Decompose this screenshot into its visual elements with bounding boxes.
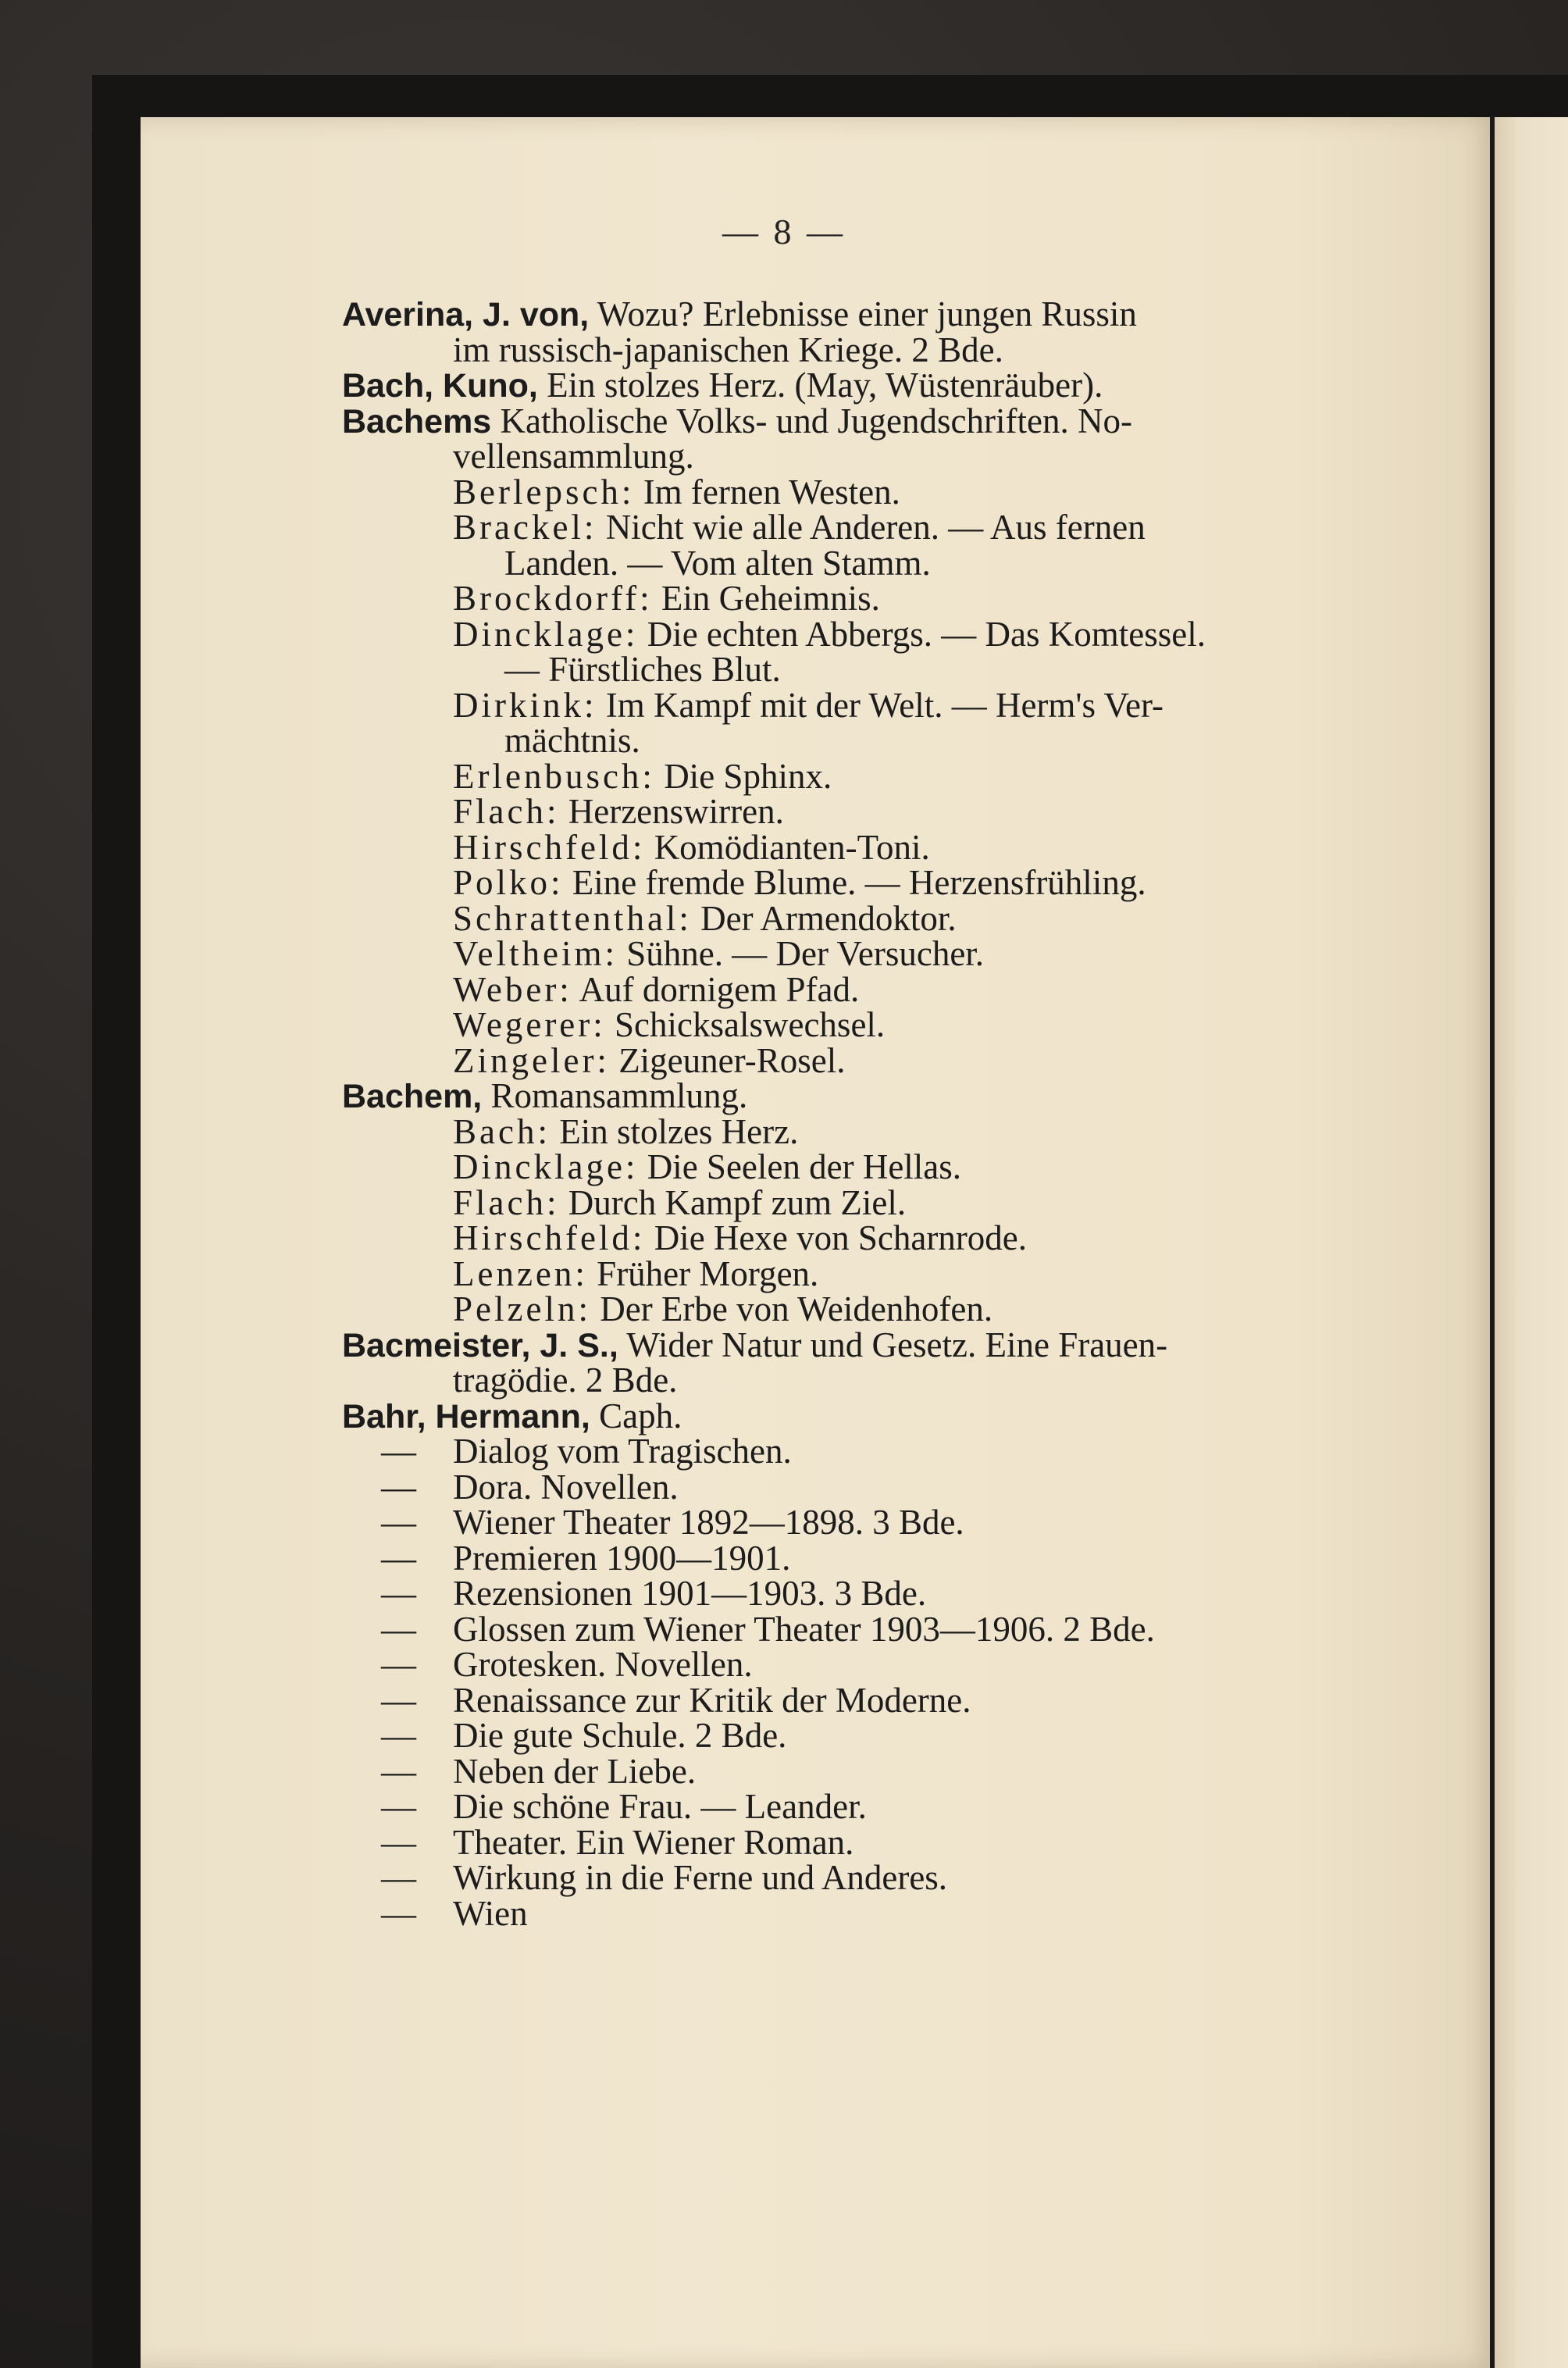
series-author-name: Berlepsch: xyxy=(453,472,635,512)
catalog-line xyxy=(342,936,1381,972)
entry-title-text: — Fürstliches Blut. xyxy=(504,650,781,689)
entry-title-text: vellensammlung. xyxy=(453,437,694,476)
catalog-text xyxy=(342,294,1381,1933)
catalog-line xyxy=(342,1467,1381,1507)
ditto-dash: — xyxy=(381,1609,416,1649)
entry-title-text: im russisch-japanischen Kriege. 2 Bde. xyxy=(453,330,1003,369)
catalog-line xyxy=(342,510,1381,546)
entry-title-text: mächtnis. xyxy=(504,721,640,760)
catalog-line xyxy=(342,865,1381,901)
ditto-dash: — xyxy=(381,1645,416,1684)
entry-title-text: Auf dornigem Pfad. xyxy=(572,969,860,1009)
entry-title-text: Die Seelen der Hellas. xyxy=(638,1147,962,1186)
entry-title-text: Sühne. — Der Versucher. xyxy=(617,934,985,973)
entry-title-text: Dialog vom Tragischen. xyxy=(453,1432,792,1471)
entry-title-text: Die echten Abbergs. — Das Komtessel. xyxy=(638,614,1206,654)
catalog-line xyxy=(342,1576,1381,1612)
catalog-line xyxy=(342,1182,1381,1222)
ditto-dash: — xyxy=(381,1467,416,1507)
entry-title-text: Romansammlung. xyxy=(482,1076,748,1115)
series-author-name: Dincklage: xyxy=(453,1147,639,1186)
entry-title-text: Nicht wie alle Anderen. — Aus fernen xyxy=(597,508,1146,547)
catalog-line xyxy=(342,1325,1381,1364)
catalog-line xyxy=(342,472,1381,512)
series-author-name: Wegerer: xyxy=(453,1005,606,1044)
author-name: Averina, J. von, xyxy=(342,296,590,333)
entry-title-text: Wirkung in die Ferne und Anderes. xyxy=(453,1858,948,1897)
ditto-dash: — xyxy=(381,1893,416,1933)
series-author-name: Schrattenthal: xyxy=(453,898,692,938)
ditto-dash: — xyxy=(381,1751,416,1791)
author-name: Bach, Kuno, xyxy=(342,367,538,405)
series-author-name: Pelzeln: xyxy=(453,1289,591,1328)
catalog-line xyxy=(342,1718,1381,1754)
series-author-name: Polko: xyxy=(453,863,564,902)
entry-title-text: Früher Morgen. xyxy=(587,1254,819,1293)
entry-title-text: Neben der Liebe. xyxy=(453,1751,697,1791)
catalog-line xyxy=(342,1822,1381,1862)
entry-title-text: Ein Geheimnis. xyxy=(652,579,880,618)
catalog-line xyxy=(342,1751,1381,1791)
catalog-line xyxy=(342,1860,1381,1896)
catalog-line xyxy=(342,581,1381,617)
entry-title-text: Komödianten-Toni. xyxy=(645,827,930,867)
catalog-line xyxy=(342,1218,1381,1257)
entry-title-text: Ein stolzes Herz. (May, Wüstenräuber). xyxy=(537,366,1103,405)
catalog-line xyxy=(342,685,1381,725)
catalog-line xyxy=(342,1254,1381,1293)
catalog-line xyxy=(342,1076,1381,1115)
series-author-name: Veltheim: xyxy=(453,934,618,973)
ditto-dash: — xyxy=(381,1858,416,1897)
entry-title-text: Im fernen Westen. xyxy=(634,472,900,512)
ditto-dash: — xyxy=(381,1680,416,1720)
entry-title-text: Rezensionen 1901—1903. 3 Bde. xyxy=(453,1574,927,1613)
catalog-line xyxy=(342,1609,1381,1649)
author-name: Bahr, Hermann, xyxy=(342,1397,590,1435)
ditto-dash: — xyxy=(381,1787,416,1826)
series-author-name: Lenzen: xyxy=(453,1254,588,1293)
catalog-line xyxy=(342,898,1381,938)
catalog-line xyxy=(342,1007,1381,1043)
catalog-line xyxy=(342,652,1381,688)
series-author-name: Flach: xyxy=(453,792,560,831)
next-page-edge xyxy=(1490,117,1568,2368)
catalog-line xyxy=(342,1040,1381,1080)
catalog-line xyxy=(342,1647,1381,1683)
catalog-line xyxy=(342,294,1381,333)
entry-title-text: Die schöne Frau. — Leander. xyxy=(453,1787,867,1826)
catalog-line xyxy=(342,1289,1381,1328)
catalog-line xyxy=(342,1147,1381,1186)
catalog-line xyxy=(342,543,1381,583)
catalog-line xyxy=(342,1789,1381,1825)
author-name: Bachems xyxy=(342,402,492,440)
catalog-line xyxy=(342,794,1381,830)
series-author-name: Dirkink: xyxy=(453,685,597,725)
ditto-dash: — xyxy=(381,1574,416,1613)
ditto-dash: — xyxy=(381,1503,416,1542)
catalog-line xyxy=(342,330,1381,369)
series-author-name: Dincklage: xyxy=(453,614,639,654)
entry-title-text: Wozu? Erlebnisse einer jungen Russin xyxy=(589,294,1137,333)
entry-title-text: Die Hexe von Scharnrode. xyxy=(645,1218,1028,1257)
series-author-name: Brackel: xyxy=(453,508,597,547)
entry-title-text: Glossen zum Wiener Theater 1903—1906. 2 Bde. xyxy=(453,1609,1155,1649)
entry-title-text: Ein stolzes Herz. xyxy=(550,1111,799,1151)
series-author-name: Flach: xyxy=(453,1182,560,1222)
ditto-dash: — xyxy=(381,1538,416,1578)
entry-title-text: Theater. Ein Wiener Roman. xyxy=(453,1822,854,1862)
ditto-dash: — xyxy=(381,1822,416,1862)
entry-title-text: Eine fremde Blume. — Herzensfrühling. xyxy=(563,863,1146,902)
author-name: Bacmeister, J. S., xyxy=(342,1326,618,1364)
author-name: Bachem, xyxy=(342,1078,483,1115)
catalog-line xyxy=(342,1396,1381,1435)
entry-title-text: Grotesken. Novellen. xyxy=(453,1645,753,1684)
catalog-line xyxy=(342,1434,1381,1470)
page-number: — 8 — xyxy=(722,212,846,251)
entry-title-text: Der Erbe von Weidenhofen. xyxy=(590,1289,993,1328)
entry-title-text: Renaissance zur Kritik der Moderne. xyxy=(453,1680,971,1720)
entry-title-text: Wiener Theater 1892—1898. 3 Bde. xyxy=(453,1503,964,1542)
catalog-line xyxy=(342,969,1381,1009)
catalog-line xyxy=(342,756,1381,796)
entry-title-text: Katholische Volks- und Jugendschriften. No- xyxy=(491,401,1132,440)
entry-title-text: Caph. xyxy=(590,1396,682,1435)
ditto-dash: — xyxy=(381,1432,416,1471)
series-author-name: Hirschfeld: xyxy=(453,1218,646,1257)
series-author-name: Zingeler: xyxy=(453,1040,610,1080)
entry-title-text: Dora. Novellen. xyxy=(453,1467,679,1507)
series-author-name: Erlenbusch: xyxy=(453,756,655,796)
catalog-line xyxy=(342,1505,1381,1541)
catalog-line xyxy=(342,827,1381,867)
entry-title-text: Im Kampf mit der Welt. — Herm's Ver- xyxy=(597,685,1164,725)
entry-title-text: Landen. — Vom alten Stamm. xyxy=(504,543,931,583)
series-author-name: Weber: xyxy=(453,969,572,1009)
entry-title-text: Schicksalswechsel. xyxy=(605,1005,886,1044)
entry-title-text: tragödie. 2 Bde. xyxy=(453,1361,678,1400)
entry-title-text: Herzenswirren. xyxy=(559,792,784,831)
catalog-line xyxy=(342,1680,1381,1720)
catalog-line xyxy=(342,439,1381,475)
entry-title-text: Wider Natur und Gesetz. Eine Frauen- xyxy=(618,1325,1168,1364)
series-author-name: Bach: xyxy=(453,1111,551,1151)
ditto-dash: — xyxy=(381,1716,416,1755)
catalog-line xyxy=(342,723,1381,759)
catalog-line xyxy=(342,1893,1381,1933)
catalog-line xyxy=(342,368,1381,404)
catalog-line xyxy=(342,1111,1381,1151)
entry-title-text: Die Sphinx. xyxy=(654,756,832,796)
catalog-line xyxy=(342,614,1381,654)
entry-title-text: Die gute Schule. 2 Bde. xyxy=(453,1716,787,1755)
series-author-name: Brockdorff: xyxy=(453,579,653,618)
entry-title-text: Durch Kampf zum Ziel. xyxy=(559,1182,907,1222)
entry-title-text: Zigeuner-Rosel. xyxy=(609,1040,846,1080)
entry-title-text: Premieren 1900—1901. xyxy=(453,1538,791,1578)
entry-title-text: Wien xyxy=(453,1893,528,1933)
catalog-line xyxy=(342,1538,1381,1578)
catalog-line xyxy=(342,401,1381,440)
series-author-name: Hirschfeld: xyxy=(453,827,646,867)
catalog-line xyxy=(342,1363,1381,1399)
entry-title-text: Der Armendoktor. xyxy=(691,898,957,938)
